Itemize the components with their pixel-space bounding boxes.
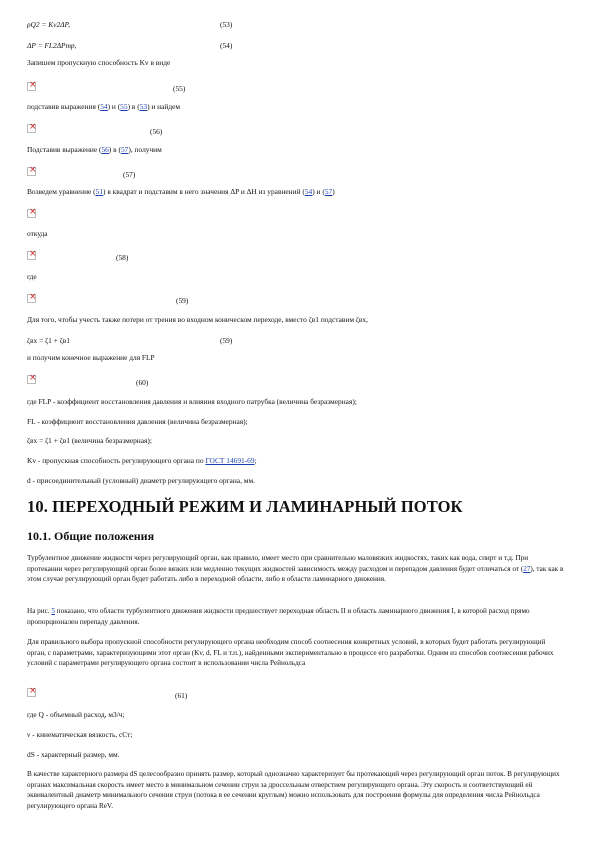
definition-kv: Kv - пропускная способность регулирующего органа по ГОСТ 14691-69; — [27, 456, 257, 465]
ref-link-57b[interactable]: 57 — [324, 187, 333, 196]
broken-image-icon — [27, 375, 36, 384]
definition-fl: FL - коэффициент восстановления давления (величина безразмерная); — [27, 417, 248, 426]
equation-61-number: (61) — [175, 691, 188, 700]
equation-53-number: (53) — [220, 20, 233, 29]
definition-d: d - присоединительный (условный) диаметр регулирующего органа, мм. — [27, 476, 255, 485]
figure-link-5[interactable]: 5 — [51, 607, 55, 615]
equation-54-number: (54) — [220, 41, 233, 50]
equation-55-number: (55) — [173, 84, 186, 93]
definition-ds: dS - характерный размер, мм. — [27, 750, 120, 759]
definition-zeta: ζвх = ζ1 + ζв1 (величина безразмерная); — [27, 436, 152, 445]
paragraph-characteristic-size: В качестве характерного размера dS целесообразно принять размер, который однозначно характеризует бы протекающий через регулирующий орган поток. В регулирующих органах максимальная скорость имеет место в минимальном сечении струи за дроссельным отверстием регулирующего органа. Эту скорость и соответствующий ей эквивалентный диаметр минимального сечения струи (потока в ее сечении круглым) можно использовать для построения формулы для определения числа Рейнольдса регулирующего органа ReV. — [27, 770, 560, 810]
ref-link-57[interactable]: 57 — [120, 145, 129, 154]
text-otkuda: откуда — [27, 229, 48, 238]
text-friction-losses: Для того, чтобы учесть также потери от трения во входном коническом переходе, вместо ζв1 подставим ζвх, — [27, 315, 368, 324]
broken-image-icon — [27, 294, 36, 303]
ref-link-51[interactable]: 51 — [95, 187, 104, 196]
paragraph-reynolds: Для правильного выбора пропускной способности регулирующего органа необходим способ соотнесения конкретных условий, в которых будет работать регулирующий орган, с параметрами, характеризующими этот орган (Kv, d, FL и т.п.), найденными экспериментально в процессе его разработки. Одним из способов соотнесения рабочих условий с параметрами регулирующего органа состоит в использовании числа Рейнольдса — [27, 638, 554, 668]
broken-image-icon — [27, 167, 36, 176]
ref-link-27[interactable]: 27 — [523, 564, 531, 573]
text-final-expression: и получим конечное выражение для FLP — [27, 353, 155, 362]
equation-54: ΔP = FL2ΔPmp, — [27, 41, 77, 50]
equation-zeta-number: (59) — [220, 336, 233, 345]
gost-link[interactable]: ГОСТ 14691-69 — [205, 456, 255, 465]
ref-link-55[interactable]: 55 — [120, 102, 128, 111]
equation-60-number: (60) — [136, 378, 149, 387]
ref-link-53[interactable]: 53 — [139, 102, 148, 111]
broken-image-icon — [27, 124, 36, 133]
paragraph-figure-5: На рис. 5 показано, что области турбулентного движения жидкости предшествует переходная область II и область ламинарного движения I, в которой расход прямо пропорционален перепаду давления. — [27, 607, 530, 626]
definition-q: где Q - объемный расход, м3/ч; — [27, 710, 125, 719]
ref-link-56[interactable]: 56 — [101, 145, 109, 154]
text-write-kv: Запишем пропускную способность Kv в виде — [27, 58, 171, 67]
text-substitute: подставив выражения (54) и (55) в (53) и найдем — [27, 102, 181, 111]
text-square-equation: Возведем уравнение (51) в квадрат и подставим в него значения ΔP и ΔH из уравнений (54) и (57) — [27, 187, 335, 196]
section-title: 10. ПЕРЕХОДНЫЙ РЕЖИМ И ЛАМИНАРНЫЙ ПОТОК — [27, 497, 463, 516]
broken-image-icon — [27, 82, 36, 91]
broken-image-icon — [27, 688, 36, 697]
ref-link-54b[interactable]: 54 — [304, 187, 313, 196]
equation-58-number: (58) — [116, 253, 129, 262]
paragraph-turbulent: Турбулентное движение жидкости через регулирующий орган, как правило, имеет место при сравнительно маловязких жидкостях, таких как вода, спирт и т.д. При протекании через регулирующий орган более вязких или медленно текущих жидкостей зависимость между расходом и перепадом давления будет отличаться от (27), так как в этом случае регулирующий орган будет работать либо в переходной области, либо в области ламинарного движения. — [27, 554, 564, 584]
equation-53: ρQ2 = Kv2ΔP, — [27, 20, 70, 29]
equation-59-number: (59) — [176, 296, 189, 305]
subsection-title: 10.1. Общие положения — [27, 529, 155, 543]
definition-nu: ν - кинематическая вязкость, сСт; — [27, 730, 133, 739]
equation-56-number: (56) — [150, 127, 163, 136]
text-substitute-2: Подставив выражение (56) в (57), получим — [27, 145, 162, 154]
broken-image-icon — [27, 209, 36, 218]
broken-image-icon — [27, 251, 36, 260]
equation-57-number: (57) — [123, 170, 136, 179]
ref-link-54[interactable]: 54 — [100, 102, 108, 111]
definition-flp: где FLP - коэффициент восстановления давления и влияния входного патрубка (величина безразмерная); — [27, 397, 357, 406]
text-gde: где — [27, 272, 37, 281]
equation-zeta: ζвх = ζ1 + ζв1 — [27, 336, 70, 345]
